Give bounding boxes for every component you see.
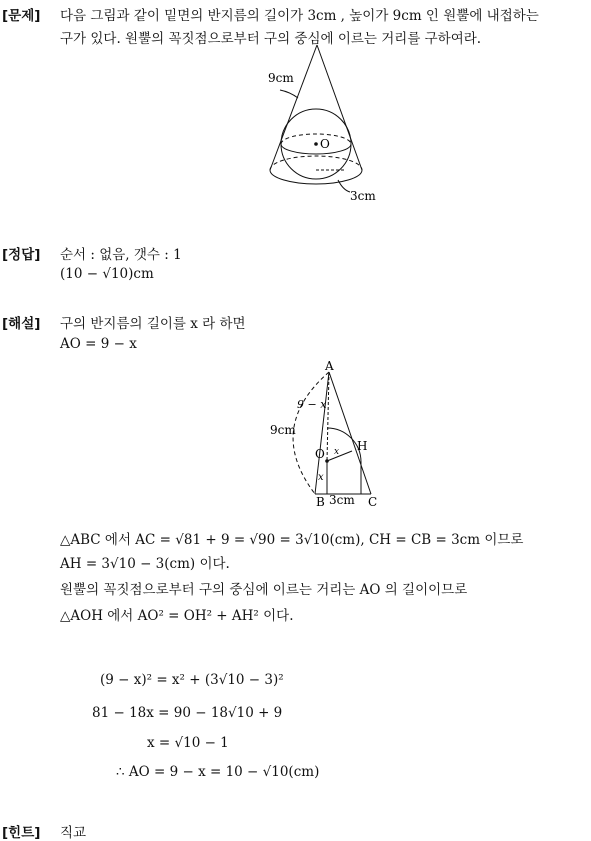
slant-label: 9cm <box>268 71 294 85</box>
solution-text-3: 원뿔의 꼭짓점으로부터 구의 중심에 이르는 거리는 AO 의 길이이므로 <box>60 582 468 598</box>
label-bc: 3cm <box>329 493 355 507</box>
equation-4: ∴ AO = 9 − x = 10 − √10(cm) <box>116 764 320 780</box>
label-h: H <box>357 439 368 453</box>
label-a: A <box>325 359 334 373</box>
equation-2: 81 − 18x = 90 − 18√10 + 9 <box>92 705 283 721</box>
problem-line-1: 다음 그림과 같이 밑면의 반지름의 길이가 3cm , 높이가 9cm 인 원뿔에 내접하는 <box>60 8 539 24</box>
solution-text-1: △ABC 에서 AC = √81 + 9 = √90 = 3√10(cm), CH = CB = 3cm 이므로 <box>60 532 524 548</box>
label-oh: x <box>334 447 340 457</box>
label-c: C <box>368 495 378 508</box>
label-o: O <box>315 447 325 461</box>
equation-3: x = √10 − 1 <box>147 735 229 751</box>
solution-line-2: AO = 9 − x <box>60 336 137 352</box>
point-o <box>325 459 329 463</box>
solution-text-2: AH = 3√10 − 3(cm) 이다. <box>60 556 230 572</box>
segment-ac <box>329 372 371 494</box>
center-label: O <box>320 137 330 151</box>
hint-text: 직교 <box>60 825 87 841</box>
equation-1: (9 − x)² = x² + (3√10 − 3)² <box>100 672 284 688</box>
segment-oh <box>327 451 352 461</box>
slant-leader <box>280 90 298 98</box>
hint-tag: [힌트] <box>2 825 41 841</box>
section-figure <box>265 358 385 508</box>
base-front <box>270 170 362 184</box>
label-ao: 9 − x <box>297 398 327 411</box>
cone-figure <box>250 40 420 210</box>
solution-text-4: △AOH 에서 AO² = OH² + AH² 이다. <box>60 608 294 624</box>
solution-tag: [해설] <box>2 316 41 332</box>
answer-tag: [정답] <box>2 247 41 263</box>
label-ob: x <box>318 472 324 483</box>
half-circle <box>327 428 361 494</box>
label-ab: 9cm <box>270 423 296 437</box>
radius-label: 3cm <box>350 189 376 203</box>
problem-line-2: 구가 있다. 원뿔의 꼭짓점으로부터 구의 중심에 이르는 거리를 구하여라. <box>60 31 482 47</box>
label-b: B <box>316 495 325 508</box>
answer-value: (10 − √10)cm <box>60 266 154 282</box>
problem-tag: [문제] <box>2 8 41 24</box>
answer-line-1: 순서 : 없음, 갯수 : 1 <box>60 247 182 263</box>
center-point <box>314 142 318 146</box>
solution-line-1: 구의 반지름의 길이를 x 라 하면 <box>60 316 246 332</box>
